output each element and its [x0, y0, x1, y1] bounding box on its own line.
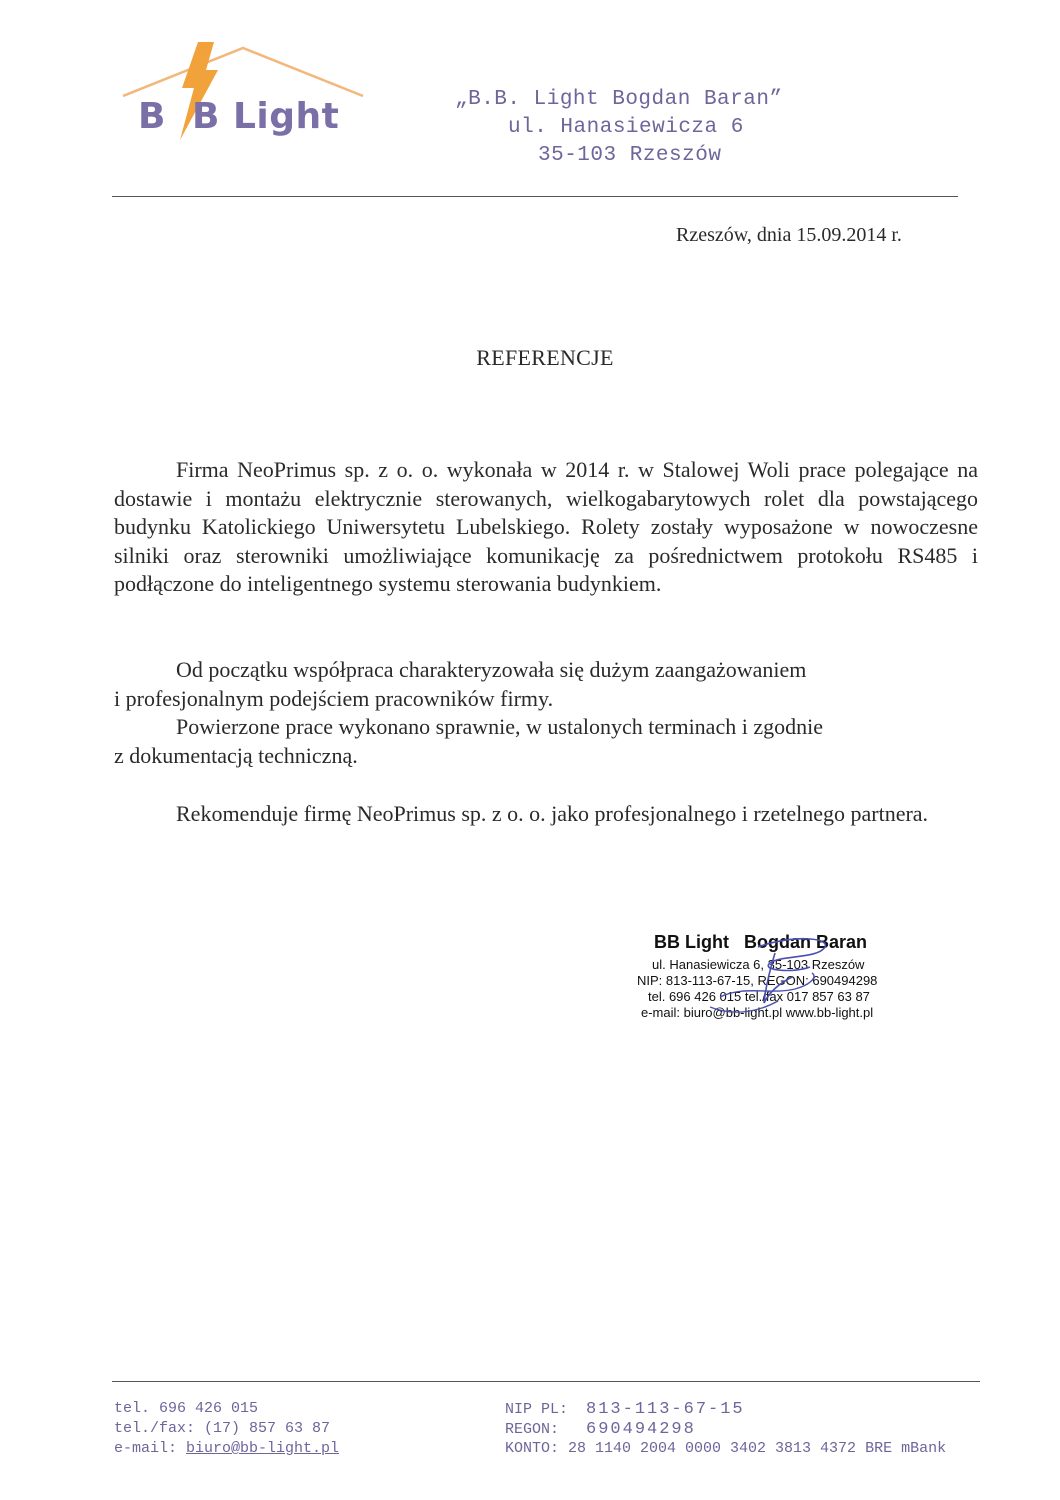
paragraph-2-line-4: z dokumentacją techniczną.: [114, 742, 358, 768]
footer-nip-value: 813-113-67-15: [586, 1400, 745, 1419]
paragraph-1: Firma NeoPrimus sp. z o. o. wykonała w 2014 r. w Stalowej Woli prace polegające na dostawie i montażu elektrycznie sterowanych, wielkogabarytowych rolet dla powstającego budynku Katolickiego Uniwersytetu Lubelskiego. Rolety zostały wyposażone w nowoczesne silniki oraz sterowniki umożliwiające komunikację za pośrednictwem protokołu RS485 i podłączone do inteligentnego systemu sterowania budynkiem.: [114, 457, 978, 597]
stamp-address: ul. Hanasiewicza 6, 35-103 Rzeszów: [652, 957, 865, 972]
paragraph-2-line-1: Od początku współpraca charakteryzowała się dużym zaangażowaniem: [176, 657, 807, 682]
header-city: 35-103 Rzeszów: [538, 144, 722, 167]
stamp-company-name: BB Light Bogdan Baran: [654, 932, 867, 952]
footer-phone: [114, 1400, 258, 1417]
paragraph-3: Rekomenduje firmę NeoPrimus sp. z o. o. jako profesjonalnego i rzetelnego partnera.: [176, 801, 929, 826]
footer-divider: [112, 1381, 980, 1382]
footer-regon-label: REGON:: [505, 1421, 587, 1438]
letter-title: REFERENCJE: [476, 345, 614, 370]
paragraph-2-line-2: i profesjonalnym podejściem pracowników firmy.: [114, 685, 554, 711]
footer-email-link[interactable]: biuro@bb-light.pl: [186, 1440, 340, 1457]
handwritten-signature: [700, 925, 900, 1035]
footer-email: [114, 1440, 339, 1457]
footer-nip-label: NIP PL:: [505, 1401, 587, 1418]
footer-phone-value: 696 426 015: [159, 1400, 259, 1417]
header-company-name: „B.B. Light Bogdan Baran”: [455, 88, 783, 111]
stamp-nip-regon: NIP: 813-113-67-15, REGON: 690494298: [637, 973, 878, 988]
paragraph-2-line-3: Powierzone prace wykonano sprawnie, w ustalonych terminach i zgodnie: [176, 714, 823, 740]
header-divider: [112, 196, 958, 197]
logo-text: B B Light: [138, 96, 340, 137]
footer-bank-label: KONTO:: [505, 1440, 569, 1457]
footer-fax-label: tel./fax:: [114, 1420, 205, 1437]
header-street: ul. Hanasiewicza 6: [508, 116, 744, 139]
stamp-phone: tel. 696 426 015 tel./fax 017 857 63 87: [648, 989, 870, 1004]
footer-email-label: e-mail:: [114, 1440, 187, 1457]
footer-bank-account: [505, 1440, 946, 1457]
footer-fax: [114, 1420, 330, 1437]
letter-date: Rzeszów, dnia 15.09.2014 r.: [676, 224, 902, 246]
footer-nip: [505, 1400, 745, 1419]
paragraph-2: [114, 656, 978, 770]
logo-roof: [123, 48, 363, 96]
footer-regon-value: 690494298: [586, 1420, 696, 1439]
footer-bank-value: 28 1140 2004 0000 3402 3813 4372 BRE mBank: [568, 1440, 947, 1457]
footer-fax-value: (17) 857 63 87: [204, 1420, 331, 1437]
footer-phone-label: tel.: [114, 1400, 160, 1417]
stamp-email-web: e-mail: biuro@bb-light.pl www.bb-light.pl: [641, 1005, 874, 1020]
footer-regon: [505, 1420, 696, 1439]
